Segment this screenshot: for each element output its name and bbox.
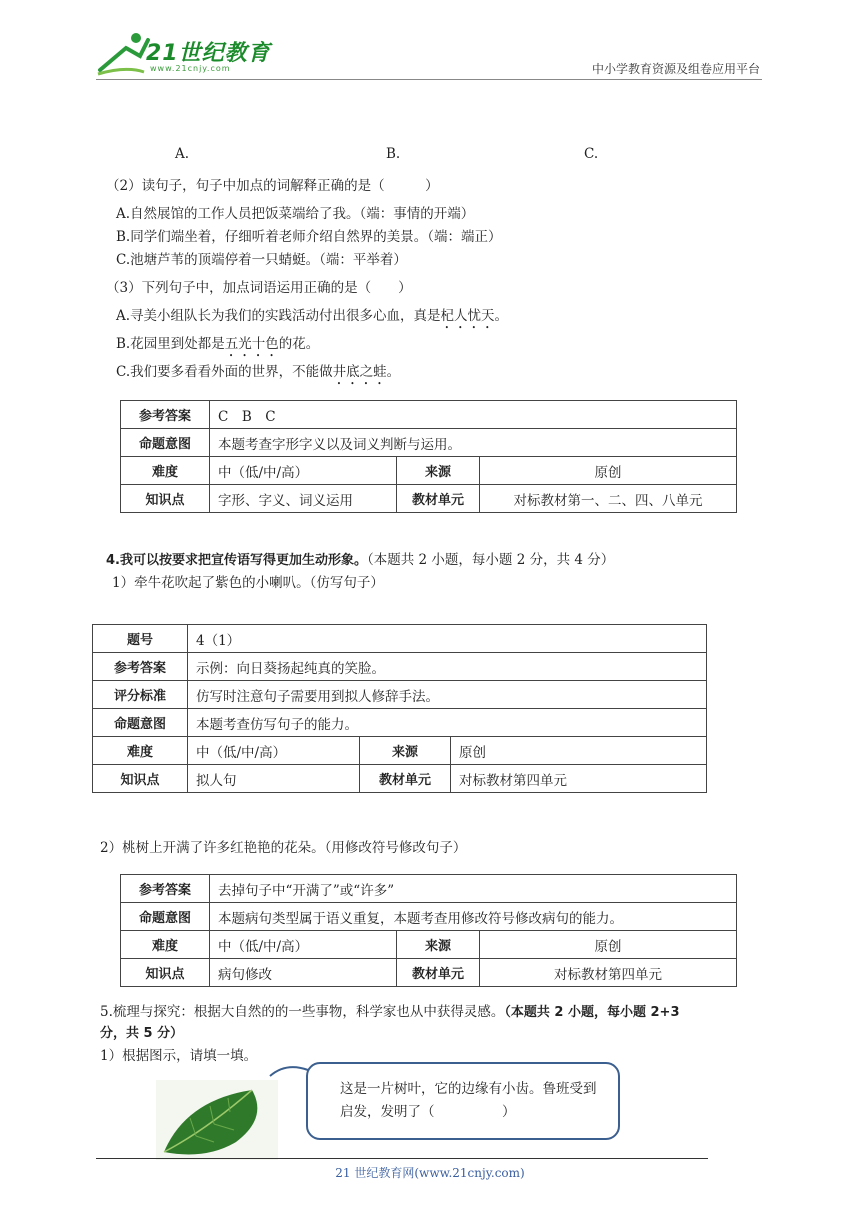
q4-title bbox=[106, 548, 614, 568]
source-label: 来源 bbox=[397, 457, 480, 485]
option-a-label: A. bbox=[175, 146, 190, 162]
q5-title-note: （本题共 2 小题，每小题 2+3 bbox=[504, 1005, 680, 1020]
answer-table-q3 bbox=[120, 400, 737, 513]
knowledge-value: 病句修改 bbox=[210, 959, 397, 987]
source-label: 来源 bbox=[360, 737, 451, 765]
unit-label: 教材单元 bbox=[360, 765, 451, 793]
footer-divider bbox=[96, 1158, 708, 1159]
q4-title-main: 4.我可以按要求把宣传语写得更加生动形象。 bbox=[106, 553, 367, 568]
q4-title-note: （本题共 2 小题，每小题 2 分，共 4 分） bbox=[366, 552, 615, 568]
header-divider bbox=[96, 79, 762, 80]
option-c-label: C. bbox=[584, 146, 599, 162]
dotted-idiom: 杞人忧天 bbox=[440, 308, 495, 324]
footer-text: 21 世纪教育网(www.21cnjy.com) bbox=[335, 1166, 525, 1180]
criteria-value: 仿写时注意句子需要用到拟人修辞手法。 bbox=[188, 681, 707, 709]
source-value: 原创 bbox=[480, 931, 737, 959]
sentence-text: C.我们要多看看外面的世界，不能做 bbox=[116, 364, 333, 380]
option-b-label: B. bbox=[386, 146, 401, 162]
q5-sub1: 1）根据图示，请填一填。 bbox=[100, 1048, 258, 1064]
q3-sub2-option-b: B.同学们端坐着，仔细听着老师介绍自然界的美景。（端：端正） bbox=[116, 229, 502, 245]
unit-value: 对标教材第一、二、四、八单元 bbox=[480, 485, 737, 513]
difficulty-value: 中（低/中/高） bbox=[210, 457, 397, 485]
unit-label: 教材单元 bbox=[397, 959, 480, 987]
q3-sub3-option-a bbox=[116, 304, 508, 332]
difficulty-label: 难度 bbox=[121, 931, 210, 959]
answer-table-q4-1 bbox=[92, 624, 707, 793]
knowledge-label: 知识点 bbox=[121, 485, 210, 513]
q5-title bbox=[100, 1000, 680, 1020]
bubble-text: 这是一片树叶，它的边缘有小齿。鲁班受到启发，发明了（ ） bbox=[340, 1081, 597, 1120]
sentence-text: B.花园里到处都是 bbox=[116, 336, 225, 352]
bubble-tail bbox=[266, 1064, 310, 1084]
knowledge-label: 知识点 bbox=[93, 765, 188, 793]
speech-bubble bbox=[306, 1062, 620, 1140]
knowledge-label: 知识点 bbox=[121, 959, 210, 987]
answer-value: 示例：向日葵扬起纯真的笑脸。 bbox=[188, 653, 707, 681]
q4-sub2: 2）桃树上开满了许多红艳艳的花朵。（用修改符号修改句子） bbox=[100, 840, 467, 856]
q3-sub3-option-b bbox=[116, 332, 319, 360]
answer-value: C B C bbox=[210, 401, 737, 429]
sentence-text: 的花。 bbox=[278, 336, 320, 352]
answer-label: 参考答案 bbox=[121, 401, 210, 429]
q3-sub2-option-a: A.自然展馆的工作人员把饭菜端给了我。（端：事情的开端） bbox=[116, 206, 475, 222]
q3-sub2-prompt: （2）读句子，句子中加点的词解释正确的是（ ） bbox=[106, 178, 439, 194]
knowledge-value: 拟人句 bbox=[188, 765, 360, 793]
sentence-text: 。 bbox=[386, 364, 401, 380]
source-value: 原创 bbox=[480, 457, 737, 485]
intent-value: 本题考查仿写句子的能力。 bbox=[188, 709, 707, 737]
criteria-label: 评分标准 bbox=[93, 681, 188, 709]
q5-title-main: 5.梳理与探究：根据大自然的的一些事物，科学家也从中获得灵感。 bbox=[100, 1004, 505, 1020]
q4-sub1: 1）牵牛花吹起了紫色的小喇叭。（仿写句子） bbox=[112, 575, 384, 591]
answer-label: 参考答案 bbox=[121, 875, 210, 903]
answer-table-q4-2 bbox=[120, 874, 737, 987]
dotted-idiom: 井底之蛙 bbox=[332, 364, 387, 380]
q3-sub3-option-c bbox=[116, 360, 400, 388]
logo-url: www.21cnjy.com bbox=[150, 64, 231, 73]
intent-label: 命题意图 bbox=[93, 709, 188, 737]
intent-value: 本题考查字形字义以及词义判断与运用。 bbox=[210, 429, 737, 457]
sentence-text: A.寻美小组队长为我们的实践活动付出很多心血，真是 bbox=[116, 308, 441, 324]
answer-value: 去掉句子中“开满了”或“许多” bbox=[210, 875, 737, 903]
question-number-label: 题号 bbox=[93, 625, 188, 653]
intent-value: 本题病句类型属于语义重复，本题考查用修改符号修改病句的能力。 bbox=[210, 903, 737, 931]
source-value: 原创 bbox=[451, 737, 707, 765]
unit-value: 对标教材第四单元 bbox=[451, 765, 707, 793]
leaf-image bbox=[156, 1080, 278, 1160]
difficulty-value: 中（低/中/高） bbox=[188, 737, 360, 765]
q5-title-note-cont: 分，共 5 分） bbox=[100, 1026, 184, 1041]
source-label: 来源 bbox=[397, 931, 480, 959]
unit-label: 教材单元 bbox=[397, 485, 480, 513]
sentence-text: 。 bbox=[494, 308, 509, 324]
platform-name: 中小学教育资源及组卷应用平台 bbox=[591, 62, 760, 76]
answer-label: 参考答案 bbox=[93, 653, 188, 681]
question-number-value: 4（1） bbox=[188, 625, 707, 653]
knowledge-value: 字形、字义、词义运用 bbox=[210, 485, 397, 513]
difficulty-label: 难度 bbox=[93, 737, 188, 765]
unit-value: 对标教材第四单元 bbox=[480, 959, 737, 987]
intent-label: 命题意图 bbox=[121, 903, 210, 931]
logo-text: 21世纪教育 bbox=[146, 41, 271, 66]
dotted-idiom: 五光十色 bbox=[224, 336, 279, 352]
difficulty-label: 难度 bbox=[121, 457, 210, 485]
q3-sub3-prompt: （3）下列句子中，加点词语运用正确的是（ ） bbox=[106, 280, 412, 296]
difficulty-value: 中（低/中/高） bbox=[210, 931, 397, 959]
intent-label: 命题意图 bbox=[121, 429, 210, 457]
q3-sub2-option-c: C.池塘芦苇的顶端停着一只蜻蜓。（端：平举着） bbox=[116, 252, 407, 268]
